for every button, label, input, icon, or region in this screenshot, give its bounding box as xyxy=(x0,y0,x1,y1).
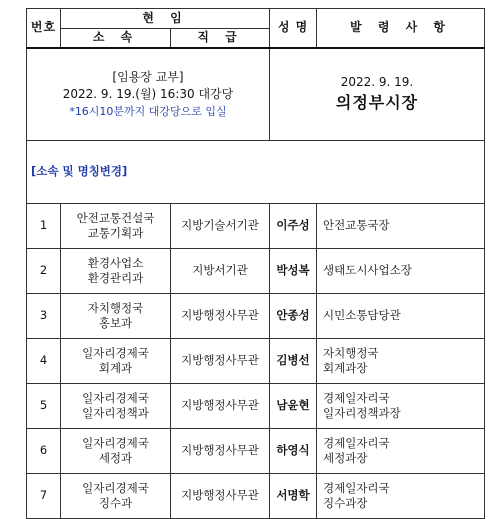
row-no: 2 xyxy=(27,248,61,293)
row-order-line1: 경제일자리국 xyxy=(323,435,390,450)
row-affiliation-dept: 일자리경제국 xyxy=(82,345,149,360)
table-row xyxy=(27,203,485,248)
header-current: 현 임 xyxy=(61,9,270,29)
header-order: 발 령 사 항 xyxy=(317,9,485,48)
row-affiliation-dept: 일자리경제국 xyxy=(82,390,149,405)
row-affiliation-dept: 안전교통건설국 xyxy=(76,210,155,225)
row-name: 남윤현 xyxy=(270,383,317,428)
row-affiliation xyxy=(61,338,171,383)
row-order-line2: 징수과장 xyxy=(323,495,368,510)
row-order-line2: 회계과장 xyxy=(323,360,368,375)
row-affiliation xyxy=(61,473,171,518)
row-affiliation-dept: 일자리경제국 xyxy=(82,435,149,450)
row-affiliation xyxy=(61,293,171,338)
row-affiliation-dept: 자치행정국 xyxy=(87,300,144,315)
row-order xyxy=(317,293,485,338)
row-rank: 지방기술서기관 xyxy=(171,203,270,248)
row-name: 박성복 xyxy=(270,248,317,293)
row-order xyxy=(317,203,485,248)
header-row-top xyxy=(27,9,485,29)
table-row xyxy=(27,293,485,338)
row-name: 이주성 xyxy=(270,203,317,248)
table-row xyxy=(27,383,485,428)
row-order-line1: 자치행정국 xyxy=(323,345,379,360)
row-order-line2: 일자리정책과장 xyxy=(323,405,401,420)
row-order-line1: 안전교통국장 xyxy=(323,218,390,232)
appointment-document xyxy=(26,8,484,510)
row-rank: 지방행정사무관 xyxy=(171,383,270,428)
table-row xyxy=(27,473,485,518)
row-affiliation xyxy=(61,248,171,293)
row-affiliation-team: 세정과 xyxy=(98,450,133,465)
row-order xyxy=(317,338,485,383)
row-affiliation-team: 홍보과 xyxy=(98,315,133,330)
row-rank: 지방행정사무관 xyxy=(171,473,270,518)
row-rank: 지방행정사무관 xyxy=(171,428,270,473)
row-affiliation-team: 환경관리과 xyxy=(87,270,144,285)
section-row xyxy=(27,140,485,203)
row-order-line1: 경제일자리국 xyxy=(323,390,390,405)
row-affiliation xyxy=(61,428,171,473)
row-order xyxy=(317,383,485,428)
row-affiliation-team: 징수과 xyxy=(98,495,133,510)
ceremony-datetime: 2022. 9. 19.(월) 16:30 대강당 xyxy=(62,86,234,101)
row-rank: 지방행정사무관 xyxy=(171,338,270,383)
row-affiliation-dept: 일자리경제국 xyxy=(82,480,149,495)
ceremony-band xyxy=(27,48,485,141)
table-row xyxy=(27,338,485,383)
row-no: 1 xyxy=(27,203,61,248)
row-name: 서명학 xyxy=(270,473,317,518)
row-affiliation-team: 일자리정책과 xyxy=(82,405,149,420)
header-rank: 직 급 xyxy=(171,29,270,48)
row-order-line2: 세정과장 xyxy=(323,450,368,465)
row-order-line1: 경제일자리국 xyxy=(323,480,390,495)
header-name: 성 명 xyxy=(270,9,317,48)
appointment-table xyxy=(26,8,485,519)
row-rank: 지방행정사무관 xyxy=(171,293,270,338)
row-no: 6 xyxy=(27,428,61,473)
issuer-title: 의정부시장 xyxy=(335,93,419,112)
row-no: 5 xyxy=(27,383,61,428)
header-no: 번호 xyxy=(27,9,61,48)
row-name: 하영식 xyxy=(270,428,317,473)
table-row xyxy=(27,428,485,473)
issue-date: 2022. 9. 19. xyxy=(340,75,414,89)
table-row xyxy=(27,248,485,293)
row-affiliation-team: 회계과 xyxy=(98,360,133,375)
row-order xyxy=(317,428,485,473)
row-name: 김병선 xyxy=(270,338,317,383)
row-affiliation-dept: 환경사업소 xyxy=(87,255,144,270)
ceremony-info xyxy=(27,48,270,141)
row-order-line1: 생태도시사업소장 xyxy=(323,263,412,277)
row-rank: 지방서기관 xyxy=(171,248,270,293)
row-order xyxy=(317,473,485,518)
row-no: 3 xyxy=(27,293,61,338)
row-order xyxy=(317,248,485,293)
row-order-line1: 시민소통담당관 xyxy=(323,308,401,322)
row-affiliation xyxy=(61,383,171,428)
row-affiliation xyxy=(61,203,171,248)
issuer-info xyxy=(270,48,485,141)
row-name: 안종성 xyxy=(270,293,317,338)
header-affiliation: 소 속 xyxy=(61,29,171,48)
section-label: [소속 및 명칭변경] xyxy=(27,140,485,203)
row-no: 7 xyxy=(27,473,61,518)
row-affiliation-team: 교통기획과 xyxy=(87,225,144,240)
ceremony-title: [임용장 교부] xyxy=(112,69,184,84)
row-no: 4 xyxy=(27,338,61,383)
ceremony-note: *16시10분까지 대강당으로 입실 xyxy=(69,104,227,118)
